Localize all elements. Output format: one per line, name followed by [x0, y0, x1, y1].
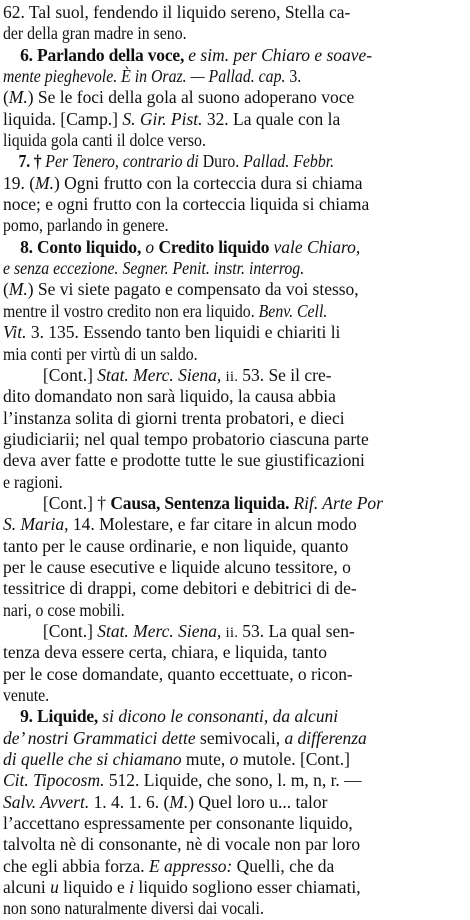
body-text: talvolta nè di consonante, nè di vocale non par loro	[3, 834, 361, 855]
body-text: 19. (	[3, 172, 36, 193]
text-line	[3, 877, 360, 898]
body-text: liquido e	[63, 877, 130, 898]
text-line	[3, 429, 369, 450]
body-text: 32. La quale con la	[206, 108, 341, 129]
body-text: 53. La qual sen-	[242, 620, 355, 641]
text-line	[3, 23, 186, 44]
text-line	[3, 792, 328, 813]
body-text: 14. Molestare, e far citare in alcun modo	[72, 514, 357, 535]
text-line	[3, 2, 351, 23]
text-line	[3, 834, 360, 855]
text-line	[3, 749, 350, 770]
body-text: 3.	[289, 66, 302, 87]
italic-text: di quelle che si chiamano	[3, 749, 186, 770]
body-text: mia conti per virtù di un saldo.	[3, 343, 198, 364]
text-line	[3, 813, 353, 834]
italic-text: Pallad. Febbr.	[243, 151, 335, 172]
text-line	[3, 728, 367, 749]
body-text: (	[3, 279, 9, 300]
body-text: (	[3, 87, 9, 108]
body-text: mutole. [Cont.]	[242, 749, 350, 770]
text-line	[3, 493, 423, 514]
text-line	[3, 87, 355, 108]
headword-text: Causa, Sentenza liquida.	[110, 492, 294, 513]
text-line	[3, 301, 327, 322]
body-text: noce; e ogni frutto con la corteccia liquida si chiama	[3, 194, 370, 215]
text-line	[3, 130, 206, 151]
body-text: ) Quel loro u... talor	[188, 791, 328, 812]
italic-text: Benv. Cell.	[258, 300, 328, 321]
text-line	[3, 365, 372, 386]
italic-text: de’ nostri Grammatici dette	[3, 727, 201, 748]
text-line	[3, 151, 350, 172]
body-text: Quelli, che da	[236, 855, 335, 876]
text-line	[3, 706, 355, 727]
text-line	[3, 45, 389, 66]
roman-numeral-text: ii.	[225, 368, 243, 385]
body-text: ) Ogni frutto con la corteccia dura si chiama	[53, 172, 363, 193]
body-text: [Cont.]	[42, 364, 98, 385]
headword-text: 9. Liquide,	[20, 706, 103, 727]
text-line	[3, 194, 370, 215]
body-text: ) Se vi siete pagato e compensato da voi stesso,	[27, 279, 359, 300]
italic-text: S. Maria,	[3, 514, 73, 535]
body-text: alcuni	[3, 877, 51, 898]
italic-text: vale Chiaro,	[273, 236, 361, 257]
body-text: dito domandato non sarà liquido, la causa abbia	[3, 386, 336, 407]
body-text: deva aver fatte e prodotte tutte le sue giustificazioni	[3, 450, 365, 471]
italic-text: u	[50, 877, 64, 898]
italic-text: M.	[35, 172, 54, 193]
italic-text: Vit.	[3, 322, 31, 343]
italic-text: mente pieghevole. È in Oraz. — Pallad. cap.	[3, 66, 290, 87]
body-text: Duro.	[202, 151, 244, 172]
body-text: liquida. [Camp.]	[3, 108, 123, 129]
italic-text: M.	[8, 87, 28, 108]
italic-text: E appresso:	[149, 855, 237, 876]
text-line	[3, 621, 394, 642]
text-line	[3, 557, 351, 578]
body-text: venute.	[3, 685, 50, 705]
body-text: liquida gola canti il dolce verso.	[3, 130, 206, 151]
body-text: tessitrice di drappi, come debitori e debitrici di de-	[3, 578, 357, 599]
text-line	[3, 344, 197, 365]
body-text: semivocali,	[200, 727, 285, 748]
roman-numeral-text: ii.	[225, 624, 243, 641]
text-line	[3, 856, 335, 877]
italic-text: e senza eccezione. Segner. Penit. instr. interrog.	[3, 258, 304, 279]
body-text: per le cause esecutive e liquide alcuno tessitore, o	[3, 556, 351, 577]
headword-text: 7. †	[18, 151, 46, 172]
dictionary-page	[3, 2, 467, 920]
body-text: per le cose domandate, quanto eccettuate, o ricon-	[3, 663, 353, 684]
italic-text: o	[229, 749, 243, 770]
italic-text: Salv. Avvert.	[3, 791, 94, 812]
text-line	[3, 279, 358, 300]
text-line	[3, 472, 62, 493]
italic-text: i	[129, 877, 139, 898]
text-line	[3, 450, 365, 471]
text-line	[3, 173, 362, 194]
text-line	[3, 66, 301, 87]
headword-text: Credito liquido	[158, 236, 274, 257]
text-line	[3, 770, 362, 791]
headword-text: 6. Parlando della voce,	[20, 44, 189, 65]
italic-text: S. Gir. Pist.	[122, 108, 207, 129]
body-text: nari, o cose mobili.	[3, 599, 125, 620]
body-text: mentre il vostro credito non era liquido.	[3, 300, 259, 321]
body-text: pomo, parlando in genere.	[3, 215, 169, 236]
italic-text: Rif. Arte Por	[293, 492, 383, 513]
body-text: l’accettano espressamente per consonante liquido,	[3, 813, 353, 834]
body-text: [Cont.] †	[42, 492, 111, 513]
italic-text: Stat. Merc. Siena,	[97, 620, 226, 641]
italic-text: Stat. Merc. Siena,	[97, 364, 226, 385]
text-line	[3, 258, 304, 279]
body-text: 512. Liquide, che sono, l. m, n, r. —	[108, 770, 362, 791]
headword-text: 8. Conto liquido,	[20, 236, 146, 257]
body-text: tenza deva essere certa, chiara, e liquida, tanto	[3, 642, 327, 663]
body-text: 62. Tal suol, fendendo il liquido sereno, Stella ca-	[3, 2, 351, 22]
text-line	[3, 386, 336, 407]
text-line	[3, 536, 349, 557]
text-line	[3, 578, 356, 599]
body-text: [Cont.]	[42, 620, 98, 641]
text-line	[3, 215, 169, 236]
text-line	[3, 408, 345, 429]
text-line	[3, 642, 327, 663]
italic-text: o	[145, 236, 159, 257]
italic-text: M.	[8, 279, 28, 300]
body-text: ) Se le foci della gola al suono adoperano voce	[27, 87, 355, 108]
text-line	[3, 600, 124, 621]
body-text: giudiciarii; nel qual tempo probatorio ciascuna parte	[3, 428, 369, 449]
text-line	[3, 109, 340, 130]
body-text: e ragioni.	[3, 471, 63, 492]
body-text: che egli abbia forza.	[3, 855, 150, 876]
body-text: tanto per le cause ordinarie, e non liquide, quanto	[3, 535, 349, 556]
italic-text: a differenza	[284, 727, 367, 748]
body-text: 1. 4. 1. 6. (	[93, 791, 170, 812]
body-text: 53. Se il cre-	[242, 364, 332, 385]
text-line	[3, 514, 356, 535]
italic-text: si dicono le consonanti, da alcuni	[102, 706, 339, 727]
body-text: mute,	[185, 749, 230, 770]
body-text: 3. 135. Essendo tanto ben liquidi e chiariti li	[30, 322, 341, 343]
body-text: non sono naturalmente diversi dai vocali.	[3, 898, 264, 919]
text-line	[3, 237, 377, 258]
text-line	[3, 664, 353, 685]
italic-text: e sim. per Chiaro e soave-	[188, 44, 373, 65]
body-text: l’instanza solita di giorni trenta probatori, e dieci	[3, 407, 345, 428]
italic-text: Per Tenero, contrario di	[45, 151, 203, 172]
text-line	[3, 685, 49, 706]
text-line	[3, 322, 340, 343]
italic-text: Cit. Tipocosm.	[3, 770, 109, 791]
body-text: liquido sogliono esser chiamati,	[138, 877, 361, 898]
text-line	[3, 898, 264, 919]
italic-text: M.	[169, 791, 189, 812]
body-text: der della gran madre in seno.	[3, 23, 187, 44]
